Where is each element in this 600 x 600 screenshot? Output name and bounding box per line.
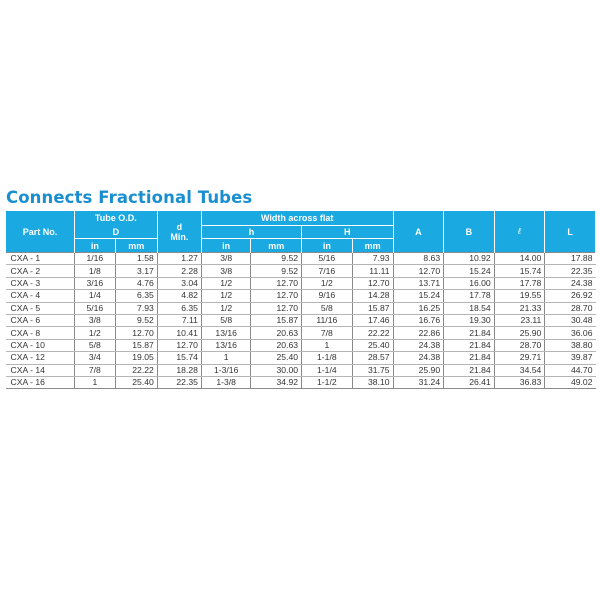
table-body	[6, 253, 596, 389]
cell-b: 17.78	[444, 290, 495, 302]
cell-h-mm: 12.70	[251, 290, 302, 302]
cell-hh-mm: 12.70	[352, 277, 393, 289]
cell-l-large: 28.70	[545, 302, 596, 314]
cell-d-min: 22.35	[157, 376, 201, 388]
cell-d-min: 2.28	[157, 265, 201, 277]
cell-part-no: CXA - 10	[6, 339, 75, 351]
cell-l-small: 14.00	[494, 253, 545, 265]
cell-d-min: 6.35	[157, 302, 201, 314]
cell-hh-in: 7/8	[302, 327, 353, 339]
cell-od-mm: 6.35	[115, 290, 157, 302]
cell-l-large: 38.80	[545, 339, 596, 351]
cell-a: 15.24	[393, 290, 444, 302]
cell-od-in: 3/8	[74, 314, 115, 326]
cell-hh-in: 5/16	[302, 253, 353, 265]
cell-hh-in: 1-1/2	[302, 376, 353, 388]
cell-od-mm: 1.58	[115, 253, 157, 265]
header-b: B	[444, 211, 495, 253]
cell-od-mm: 9.52	[115, 314, 157, 326]
cell-hh-in: 1	[302, 339, 353, 351]
cell-hh-mm: 15.87	[352, 302, 393, 314]
header-h-large: H	[302, 226, 394, 239]
cell-h-mm: 25.40	[251, 352, 302, 364]
cell-part-no: CXA - 14	[6, 364, 75, 376]
cell-b: 21.84	[444, 364, 495, 376]
cell-h-in: 1-3/8	[201, 376, 251, 388]
cell-od-in: 7/8	[74, 364, 115, 376]
header-od-in: in	[74, 239, 115, 253]
cell-l-small: 28.70	[494, 339, 545, 351]
cell-b: 19.30	[444, 314, 495, 326]
cell-l-large: 36.06	[545, 327, 596, 339]
cell-od-in: 5/8	[74, 339, 115, 351]
cell-d-min: 4.82	[157, 290, 201, 302]
page-title: Connects Fractional Tubes	[6, 188, 253, 207]
cell-od-mm: 25.40	[115, 376, 157, 388]
cell-a: 12.70	[393, 265, 444, 277]
cell-hh-mm: 31.75	[352, 364, 393, 376]
cell-hh-in: 11/16	[302, 314, 353, 326]
cell-l-large: 49.02	[545, 376, 596, 388]
cell-h-in: 1/2	[201, 290, 251, 302]
cell-h-in: 1/2	[201, 302, 251, 314]
table-row	[6, 253, 596, 265]
spec-table	[5, 211, 596, 389]
cell-od-mm: 22.22	[115, 364, 157, 376]
header-l-large: L	[545, 211, 596, 253]
cell-l-small: 21.33	[494, 302, 545, 314]
header-hh-in: in	[302, 239, 353, 253]
cell-part-no: CXA - 2	[6, 265, 75, 277]
cell-od-in: 3/4	[74, 352, 115, 364]
cell-od-in: 1/8	[74, 265, 115, 277]
cell-a: 8.63	[393, 253, 444, 265]
cell-od-in: 1/16	[74, 253, 115, 265]
cell-a: 22.86	[393, 327, 444, 339]
cell-h-in: 13/16	[201, 327, 251, 339]
cell-od-mm: 3.17	[115, 265, 157, 277]
cell-d-min: 7.11	[157, 314, 201, 326]
cell-h-in: 1	[201, 352, 251, 364]
cell-h-mm: 9.52	[251, 253, 302, 265]
cell-od-mm: 4.76	[115, 277, 157, 289]
table-row	[6, 277, 596, 289]
cell-hh-in: 5/8	[302, 302, 353, 314]
cell-h-in: 3/8	[201, 265, 251, 277]
cell-l-large: 17.88	[545, 253, 596, 265]
cell-od-in: 3/16	[74, 277, 115, 289]
cell-part-no: CXA - 1	[6, 253, 75, 265]
cell-hh-mm: 28.57	[352, 352, 393, 364]
cell-part-no: CXA - 8	[6, 327, 75, 339]
cell-a: 31.24	[393, 376, 444, 388]
cell-a: 24.38	[393, 339, 444, 351]
header-tube-od-symbol: D	[74, 226, 157, 239]
cell-hh-in: 1/2	[302, 277, 353, 289]
cell-od-in: 1/4	[74, 290, 115, 302]
header-part-no: Part No.	[6, 211, 75, 253]
table-row	[6, 290, 596, 302]
cell-b: 10.92	[444, 253, 495, 265]
cell-b: 16.00	[444, 277, 495, 289]
cell-part-no: CXA - 5	[6, 302, 75, 314]
table-row	[6, 352, 596, 364]
cell-h-mm: 34.92	[251, 376, 302, 388]
cell-hh-mm: 17.46	[352, 314, 393, 326]
cell-h-mm: 15.87	[251, 314, 302, 326]
cell-b: 21.84	[444, 339, 495, 351]
cell-h-in: 1-3/16	[201, 364, 251, 376]
cell-l-small: 23.11	[494, 314, 545, 326]
cell-hh-in: 1-1/4	[302, 364, 353, 376]
table-row	[6, 339, 596, 351]
cell-od-in: 1	[74, 376, 115, 388]
cell-od-mm: 15.87	[115, 339, 157, 351]
cell-hh-in: 9/16	[302, 290, 353, 302]
cell-b: 15.24	[444, 265, 495, 277]
cell-d-min: 18.28	[157, 364, 201, 376]
table-row	[6, 327, 596, 339]
header-od-mm: mm	[115, 239, 157, 253]
cell-h-in: 5/8	[201, 314, 251, 326]
cell-d-min: 10.41	[157, 327, 201, 339]
cell-l-large: 39.87	[545, 352, 596, 364]
cell-d-min: 12.70	[157, 339, 201, 351]
cell-part-no: CXA - 3	[6, 277, 75, 289]
cell-hh-in: 7/16	[302, 265, 353, 277]
cell-a: 16.76	[393, 314, 444, 326]
cell-h-mm: 30.00	[251, 364, 302, 376]
cell-l-small: 25.90	[494, 327, 545, 339]
header-hh-mm: mm	[352, 239, 393, 253]
cell-h-mm: 12.70	[251, 302, 302, 314]
header-h-small: h	[201, 226, 301, 239]
cell-l-small: 34.54	[494, 364, 545, 376]
cell-part-no: CXA - 12	[6, 352, 75, 364]
cell-hh-mm: 22.22	[352, 327, 393, 339]
cell-d-min: 15.74	[157, 352, 201, 364]
cell-part-no: CXA - 16	[6, 376, 75, 388]
cell-l-large: 44.70	[545, 364, 596, 376]
cell-od-mm: 12.70	[115, 327, 157, 339]
header-h-mm: mm	[251, 239, 302, 253]
cell-hh-mm: 11.11	[352, 265, 393, 277]
cell-b: 21.84	[444, 327, 495, 339]
table-row	[6, 314, 596, 326]
cell-od-in: 5/16	[74, 302, 115, 314]
cell-h-mm: 20.63	[251, 327, 302, 339]
cell-a: 24.38	[393, 352, 444, 364]
cell-a: 25.90	[393, 364, 444, 376]
cell-h-mm: 12.70	[251, 277, 302, 289]
cell-l-large: 24.38	[545, 277, 596, 289]
cell-hh-mm: 7.93	[352, 253, 393, 265]
cell-hh-mm: 38.10	[352, 376, 393, 388]
cell-h-in: 3/8	[201, 253, 251, 265]
cell-hh-in: 1-1/8	[302, 352, 353, 364]
cell-od-mm: 19.05	[115, 352, 157, 364]
cell-hh-mm: 14.28	[352, 290, 393, 302]
table-row	[6, 302, 596, 314]
table-row	[6, 376, 596, 388]
cell-l-large: 26.92	[545, 290, 596, 302]
cell-h-in: 1/2	[201, 277, 251, 289]
cell-l-small: 36.83	[494, 376, 545, 388]
cell-b: 18.54	[444, 302, 495, 314]
header-h-in: in	[201, 239, 251, 253]
cell-l-small: 19.55	[494, 290, 545, 302]
header-a: A	[393, 211, 444, 253]
table-row	[6, 265, 596, 277]
header-width-across-flat: Width across flat	[201, 211, 393, 226]
cell-l-small: 15.74	[494, 265, 545, 277]
cell-b: 26.41	[444, 376, 495, 388]
header-d-min-label: Min.	[170, 231, 189, 242]
cell-l-large: 30.48	[545, 314, 596, 326]
header-d-symbol: d	[176, 221, 183, 232]
cell-h-in: 13/16	[201, 339, 251, 351]
table-row	[6, 364, 596, 376]
table-header	[6, 211, 596, 253]
header-l-small: ℓ	[494, 211, 545, 253]
cell-l-small: 17.78	[494, 277, 545, 289]
header-tube-od: Tube O.D.	[74, 211, 157, 226]
cell-d-min: 3.04	[157, 277, 201, 289]
cell-a: 16.25	[393, 302, 444, 314]
cell-a: 13.71	[393, 277, 444, 289]
cell-hh-mm: 25.40	[352, 339, 393, 351]
cell-d-min: 1.27	[157, 253, 201, 265]
cell-od-mm: 7.93	[115, 302, 157, 314]
header-d-min	[157, 211, 201, 253]
cell-l-large: 22.35	[545, 265, 596, 277]
cell-l-small: 29.71	[494, 352, 545, 364]
cell-part-no: CXA - 4	[6, 290, 75, 302]
cell-b: 21.84	[444, 352, 495, 364]
cell-part-no: CXA - 6	[6, 314, 75, 326]
cell-h-mm: 9.52	[251, 265, 302, 277]
cell-h-mm: 20.63	[251, 339, 302, 351]
cell-od-in: 1/2	[74, 327, 115, 339]
